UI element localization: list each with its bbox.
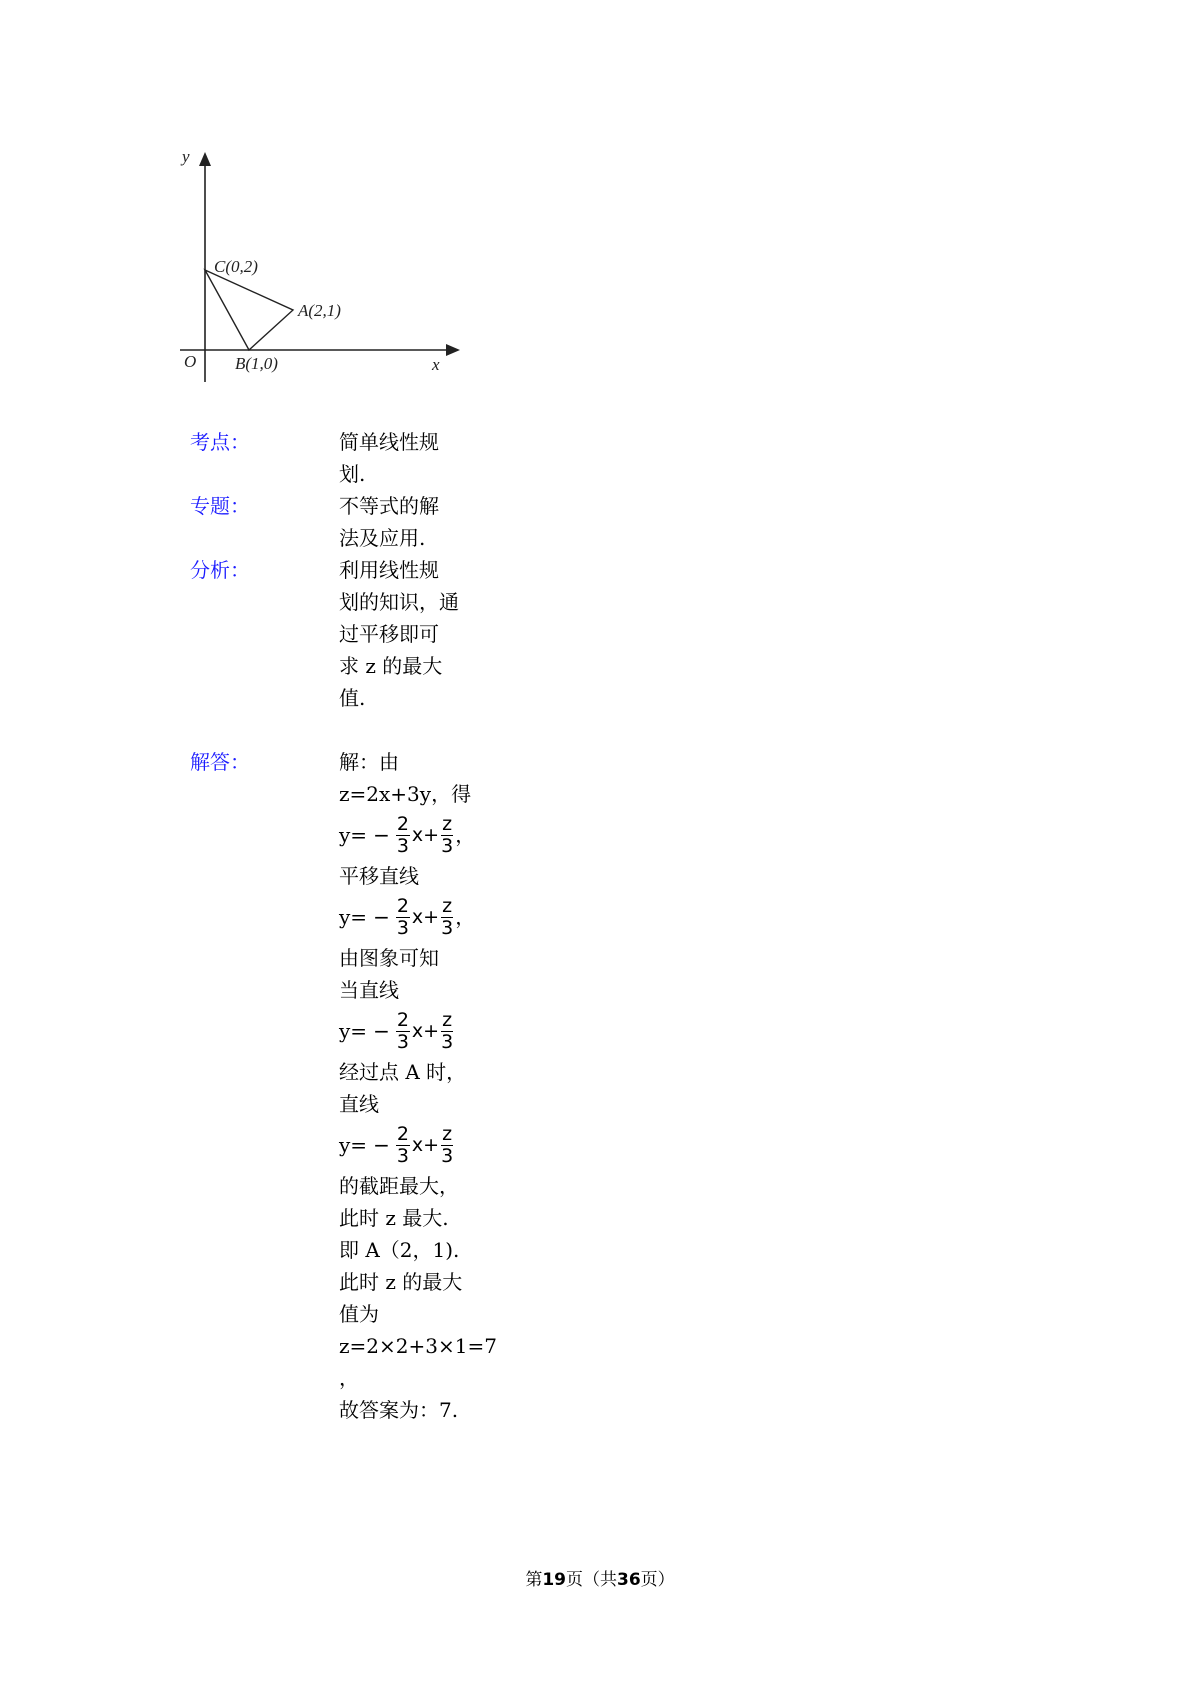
text-line: 的截距最大，	[339, 1174, 459, 1198]
formula-line	[339, 1120, 467, 1170]
text-line: ，	[339, 1366, 359, 1390]
fraction-numerator: z	[442, 1122, 453, 1145]
formula-variable: x+	[411, 1020, 440, 1042]
fraction	[396, 894, 410, 939]
formula-prefix: y=	[339, 1133, 368, 1157]
x-axis-label: x	[432, 355, 440, 374]
x-axis-arrow	[446, 344, 460, 356]
text-line: 此时 z 的最大	[339, 1270, 463, 1294]
formula-minus: −	[373, 823, 390, 847]
formula-comma: ，	[455, 905, 476, 929]
coordinate-plot	[180, 150, 480, 430]
text-line: 值.	[339, 686, 366, 710]
text-line: 由图象可知	[339, 946, 439, 970]
point-b-label: B(1,0)	[235, 354, 278, 373]
fraction-denominator: 3	[441, 1144, 454, 1167]
y-axis-label: y	[182, 150, 190, 166]
text-line: z=2x+3y，得	[339, 782, 472, 806]
page-number: 19	[542, 1570, 566, 1590]
footer-mid: 页（共	[566, 1570, 617, 1590]
formula-prefix: y=	[339, 905, 368, 929]
fraction	[441, 1122, 454, 1167]
fraction-numerator: 2	[396, 894, 409, 917]
fraction-numerator: 2	[396, 812, 409, 835]
page-total: 36	[617, 1570, 641, 1590]
formula-minus: −	[373, 1019, 390, 1043]
text-line: 过平移即可	[339, 622, 439, 646]
section-content-zhuanti	[339, 490, 467, 554]
formula-variable: x+	[411, 824, 440, 846]
fraction	[441, 1008, 454, 1053]
text-line: 划.	[339, 462, 366, 486]
text-line: 划的知识，通	[339, 590, 459, 614]
fraction-numerator: z	[442, 812, 453, 835]
footer-pre: 第	[525, 1570, 543, 1590]
fraction-denominator: 3	[441, 1030, 454, 1053]
text-line: 此时 z 最大.	[339, 1206, 449, 1230]
formula-line	[339, 810, 476, 860]
feasible-triangle	[205, 270, 293, 350]
section-content-kaodian	[339, 426, 467, 490]
fraction-numerator: z	[442, 894, 453, 917]
fraction-denominator: 3	[396, 1144, 409, 1167]
text-line: 值为	[339, 1302, 379, 1326]
formula-minus: −	[373, 905, 390, 929]
fraction	[441, 894, 454, 939]
text-line: 简单线性规	[339, 430, 439, 454]
formula-variable: x+	[411, 1134, 440, 1156]
section-label-fenxi: 分析：	[190, 558, 250, 582]
fraction-denominator: 3	[396, 1030, 409, 1053]
section-label-kaodian: 考点：	[190, 430, 250, 454]
fraction-denominator: 3	[441, 834, 454, 857]
formula-prefix: y=	[339, 823, 368, 847]
fraction	[396, 1122, 410, 1167]
y-axis-arrow	[199, 152, 211, 166]
text-line: 利用线性规	[339, 558, 439, 582]
formula-prefix: y=	[339, 1019, 368, 1043]
formula-line	[339, 1006, 467, 1056]
fraction-numerator: z	[442, 1008, 453, 1031]
section-content-fenxi	[339, 554, 467, 714]
section-label-zhuanti: 专题：	[190, 494, 250, 518]
footer-post: 页）	[640, 1570, 675, 1590]
fraction-denominator: 3	[396, 834, 409, 857]
page-footer	[0, 1565, 1200, 1590]
fraction-numerator: 2	[396, 1122, 409, 1145]
text-line: 不等式的解	[339, 494, 439, 518]
text-line: 法及应用.	[339, 526, 426, 550]
section-content-jieda	[339, 746, 497, 1426]
point-c-label: C(0,2)	[214, 257, 258, 276]
fraction	[396, 812, 410, 857]
text-line: 故答案为：7.	[339, 1398, 459, 1422]
formula-line	[339, 892, 476, 942]
formula-comma: ，	[455, 823, 476, 847]
origin-label: O	[184, 352, 197, 371]
text-line: 求 z 的最大	[339, 654, 443, 678]
text-line: 经过点 A 时，	[339, 1060, 467, 1084]
fraction-numerator: 2	[396, 1008, 409, 1031]
fraction-denominator: 3	[441, 916, 454, 939]
text-line: 平移直线	[339, 864, 419, 888]
point-a-label: A(2,1)	[298, 301, 341, 320]
formula-variable: x+	[411, 906, 440, 928]
text-line: z=2×2+3×1=7	[339, 1334, 497, 1358]
text-line: 解：由	[339, 750, 399, 774]
text-line: 当直线	[339, 978, 399, 1002]
section-label-jieda: 解答：	[190, 750, 250, 774]
fraction	[396, 1008, 410, 1053]
fraction	[441, 812, 454, 857]
text-line: 即 A（2，1).	[339, 1238, 460, 1262]
formula-minus: −	[373, 1133, 390, 1157]
coordinate-figure	[180, 150, 480, 430]
fraction-denominator: 3	[396, 916, 409, 939]
text-line: 直线	[339, 1092, 379, 1116]
